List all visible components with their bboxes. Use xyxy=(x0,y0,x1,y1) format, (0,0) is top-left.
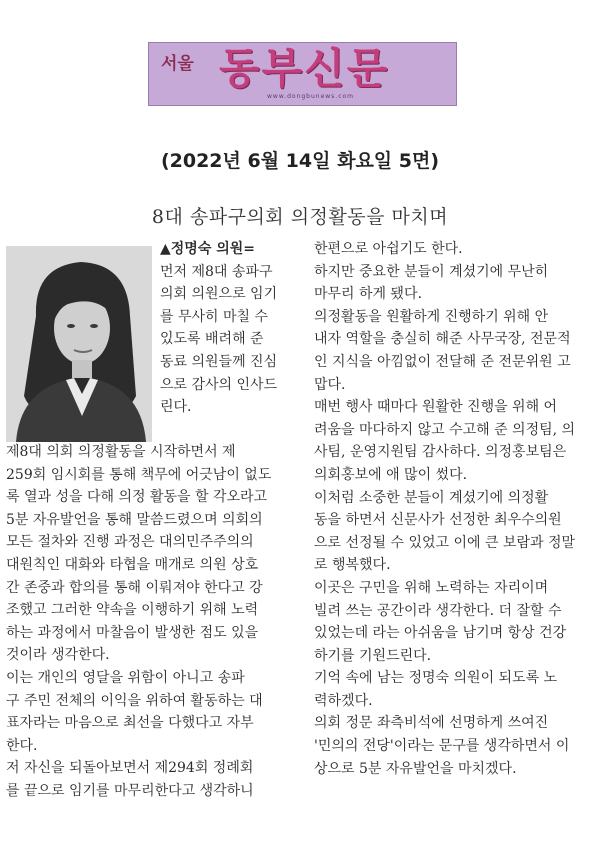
article-line: 하기를 기원드린다. xyxy=(314,647,432,664)
article-line: 맙다. xyxy=(314,376,346,393)
article-line: 있었는데 라는 아쉬움을 남기며 항상 건강 xyxy=(314,625,567,642)
article-column-1 xyxy=(6,441,303,803)
article-line: 의정활동을 원활하게 진행하기 위해 안 xyxy=(314,308,549,325)
newspaper-masthead xyxy=(148,42,457,106)
article-column-intro xyxy=(160,238,305,419)
article-line: 5분 자유발언을 통해 말씀드렸으며 의회의 xyxy=(6,511,263,528)
article-line: 표자라는 마음으로 최선을 다했다고 자부 xyxy=(6,715,254,732)
article-line: 것이라 생각한다. xyxy=(6,647,110,664)
article-line: 의회홍보에 애 많이 썼다. xyxy=(314,466,468,483)
article-line: 매번 행사 때마다 원활한 진행을 위해 어 xyxy=(314,399,558,416)
article-line: 먼저 제8대 송파구 xyxy=(160,263,273,280)
article-line: 있도록 배려해 준 xyxy=(160,331,264,348)
article-line: 하지만 중요한 분들이 계셨기에 무난히 xyxy=(314,263,549,280)
article-line: 상으로 5분 자유발언을 마치겠다. xyxy=(314,760,517,777)
article-line: 으로 감사의 인사드 xyxy=(160,376,278,393)
article-line: 동료 의원들께 진심 xyxy=(160,353,278,370)
article-line: 대원칙인 대화와 타협을 매개로 의원 상호 xyxy=(6,556,259,573)
article-line: 한편으로 아쉽기도 한다. xyxy=(314,241,463,257)
article-byline: ▲정명숙 의원= xyxy=(160,241,255,257)
article-line: 259회 임시회를 통해 책무에 어긋남이 없도 xyxy=(6,466,272,483)
article-line: '민의의 전당'이라는 문구를 생각하면서 이 xyxy=(314,738,570,755)
article-line: 사팀, 운영지원팀 감사하다. 의정홍보팀은 xyxy=(314,444,567,461)
article-line: 하는 과정에서 마찰음이 발생한 점도 있을 xyxy=(6,624,259,641)
article-line: 인 지식을 아낌없이 전달해 준 전문위원 고 xyxy=(314,353,571,370)
article-line: 이는 개인의 영달을 위함이 아니고 송파 xyxy=(6,669,245,686)
article-line: 동을 하면서 신문사가 선정한 최우수의원 xyxy=(314,512,562,529)
article-line: 의회 의원으로 임기 xyxy=(160,286,278,303)
article-line: 이처럼 소중한 분들이 계셨기에 의정활 xyxy=(314,489,549,506)
article-line: 모든 절차와 진행 과정은 대의민주주의의 xyxy=(6,534,254,551)
portrait-photo xyxy=(6,246,152,442)
article-headline: 8대 송파구의회 의정활동을 마치며 xyxy=(151,206,449,228)
article-column-2 xyxy=(314,238,597,780)
article-line: 저 자신을 되돌아보면서 제294회 정례회 xyxy=(6,760,254,777)
article-line: 를 끝으로 임기를 마무리한다고 생각하니 xyxy=(6,782,254,799)
article-line: 력하겠다. xyxy=(314,692,373,709)
masthead-url: www.dongbunews.com xyxy=(267,93,355,100)
article-line: 기억 속에 남는 정명숙 의원이 되도록 노 xyxy=(314,670,558,687)
article-line: 구 주민 전체의 이익을 위하여 활동하는 대 xyxy=(6,692,263,709)
masthead-seoul: 서울 xyxy=(161,54,194,74)
portrait-illustration xyxy=(6,246,152,442)
article-line: 조했고 그러한 약속을 이행하기 위해 노력 xyxy=(6,602,259,619)
article-line: 내자 역할을 충실히 해준 사무국장, 전문적 xyxy=(314,331,571,348)
article-line: 를 무사히 마칠 수 xyxy=(160,308,269,325)
article-line: 린다. xyxy=(160,399,192,416)
article-line: 이곳은 구민을 위해 노력하는 자리이며 xyxy=(314,579,549,596)
masthead-title: 동부신문 xyxy=(219,44,390,93)
article-line: 록 열과 성을 다해 의정 활동을 할 각오라고 xyxy=(6,489,268,506)
article-line: 로 행복했다. xyxy=(314,557,391,574)
publication-date: (2022년 6월 14일 화요일 5면) xyxy=(160,150,440,172)
article-line: 제8대 의회 의정활동을 시작하면서 제 xyxy=(6,444,236,460)
article-line: 간 존중과 합의를 통해 이뤄져야 한다고 강 xyxy=(6,579,263,596)
article-line: 한다. xyxy=(6,737,38,754)
article-line: 빌려 쓰는 공간이라 생각한다. 더 잘할 수 xyxy=(314,602,562,619)
article-line: 으로 선정될 수 있었고 이에 큰 보람과 정말 xyxy=(314,534,576,551)
article-line: 의회 정문 좌측비석에 선명하게 쓰여진 xyxy=(314,715,549,732)
article-line: 마무리 하게 됐다. xyxy=(314,286,423,303)
article-line: 려움을 마다하지 않고 수고해 준 의정팀, 의 xyxy=(314,421,576,438)
